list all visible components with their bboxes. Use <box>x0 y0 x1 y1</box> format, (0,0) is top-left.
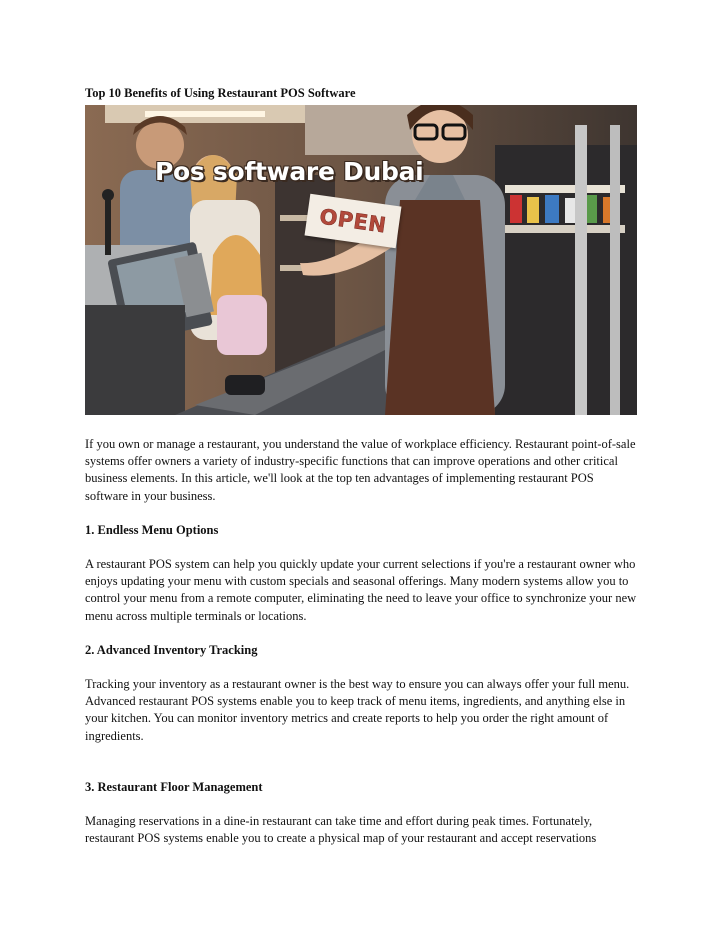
section-heading: 1. Endless Menu Options <box>85 523 219 537</box>
section-heading: 2. Advanced Inventory Tracking <box>85 643 258 657</box>
hero-image <box>85 105 637 415</box>
section-paragraph: Tracking your inventory as a restaurant owner is the best way to ensure you can always offer your full menu. Advanced restaurant POS systems enable you to keep track of menu items, ingredients, and anything else in your kitchen. You can monitor inventory metrics and create reports to help you order the right amount of ingredients. <box>85 677 630 743</box>
section-paragraph: A restaurant POS system can help you quickly update your current selections if you're a restaurant owner who enjoys updating your menu with custom specials and seasonal offerings. Many modern systems allow you to control your menu from a remote computer, eliminating the need to leave your office to synchronize your new menu across multiple terminals or locations. <box>85 557 637 623</box>
page-title: Top 10 Benefits of Using Restaurant POS Software <box>85 86 356 100</box>
open-sign-text: OPEN <box>318 204 388 238</box>
section-heading: 3. Restaurant Floor Management <box>85 780 263 794</box>
section-paragraph: Managing reservations in a dine-in restaurant can take time and effort during peak times. Fortunately, restaurant POS systems enable you to create a physical map of your restaurant and accept reservations <box>85 814 597 846</box>
image-overlay-text: Pos software Dubai <box>155 157 424 186</box>
intro-paragraph: If you own or manage a restaurant, you understand the value of workplace efficiency. Restaurant point-of-sale systems offer owners a variety of industry-specific functions that can improve operations and other critical business elements. In this article, we'll look at the top ten advantages of implementing restaurant POS software in your business. <box>85 437 636 503</box>
checkout-scene-illustration <box>85 105 637 415</box>
